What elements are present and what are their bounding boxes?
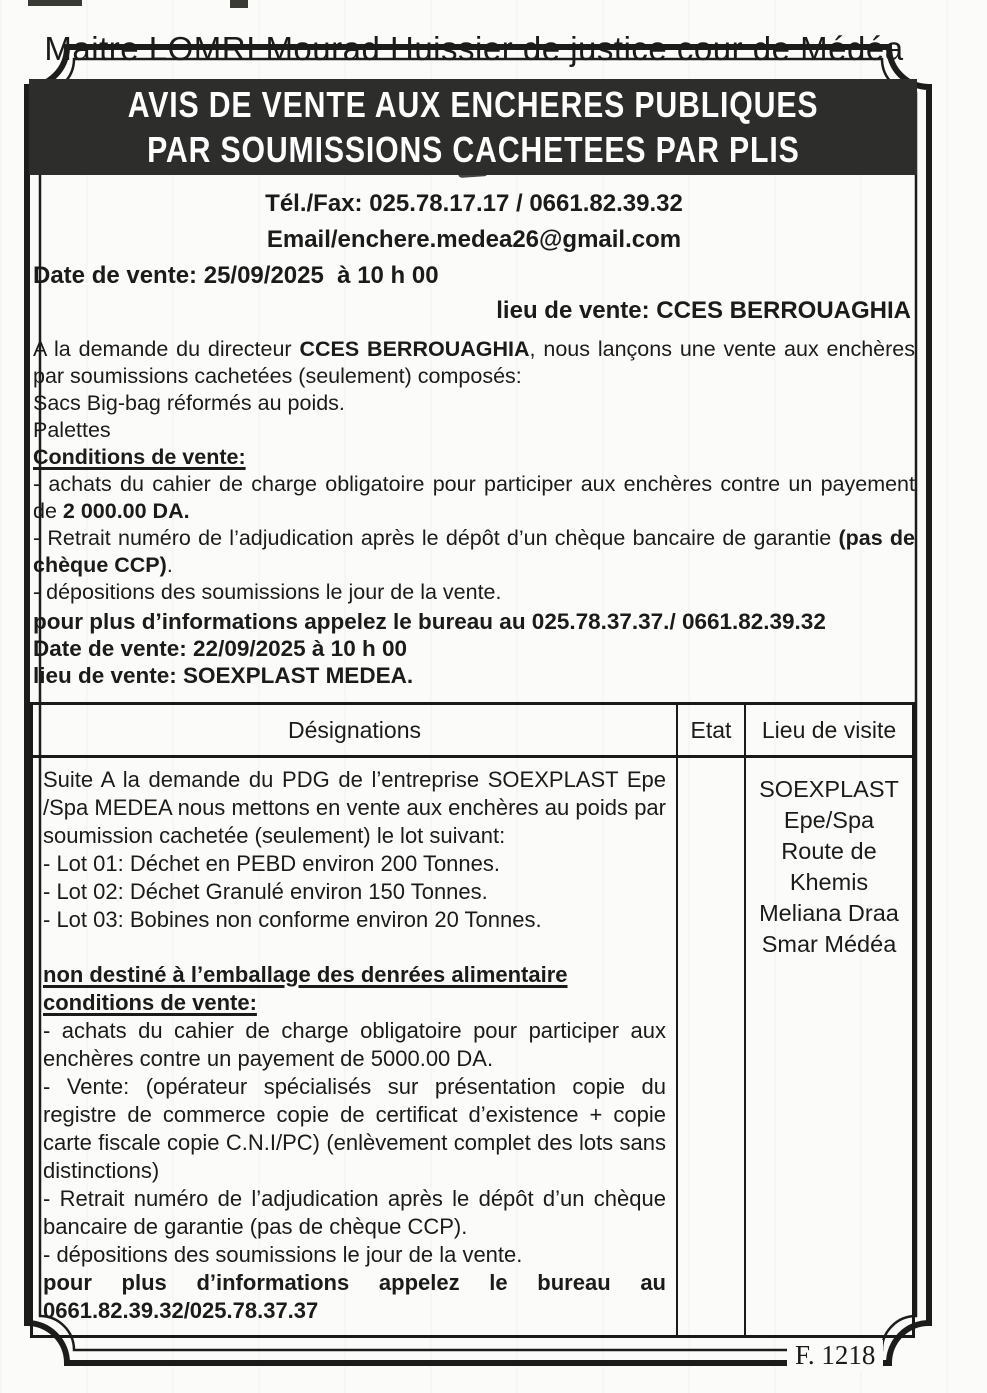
sale1-body [33,336,915,606]
sale2-location-line: lieu de vente: SOEXPLAST MEDEA. [33,663,414,688]
lot-3: - Lot 03: Bobines non conforme environ 20 Tonnes. [43,907,542,932]
contact-block [33,186,915,258]
header-lieu-de-visite: Lieu de visite [761,716,897,743]
spacer [43,934,666,961]
header-etat: Etat [678,705,746,755]
banner-line-2: PAR SOUMISSIONS CACHETEES PAR PLIS [146,129,800,170]
table-condition-3: - Retrait numéro de l’adjudication après le dépôt d’un chèque bancaire de garantie (pas de chèque CCP). [43,1186,666,1239]
sale1-date-line: Date de vente: 25/09/2025 à 10 h 00 [33,262,439,289]
designations-intro: Suite A la demande du PDG de l’entreprise SOEXPLAST Epe /Spa MEDEA nous mettons en vente aux enchères au poids par soumission cachetée (seulement) le lot suivant: [43,767,666,848]
table-condition-1: - achats du cahier de charge obligatoire pour participer aux enchères contre un payement de 5000.00 DA. [43,1018,666,1071]
sale2-date-line: Date de vente: 22/09/2025 à 10 h 00 [33,636,407,661]
email-line: Email/enchere.medea26@gmail.com [266,226,682,253]
sale1-location-line: lieu de vente: CCES BERROUAGHIA [496,297,911,324]
notice-banner [29,79,917,175]
sale2-info-block [33,608,915,689]
designations-cell [33,758,678,1335]
sale1-condition-3: - dépositions des soumissions le jour de la vente. [33,580,502,604]
lot-1: - Lot 01: Déchet en PEBD environ 200 Tonnes. [43,851,500,876]
sale1-condition-2: - Retrait numéro de l’adjudication après le dépôt d’un chèque bancaire de garantie (pas de chèque CCP). [33,526,915,577]
sale1-intro: A la demande du directeur CCES BERROUAGHIA, nous lançons une vente aux enchères par soumissions cachetées (seulement) composés: [33,337,916,388]
table-condition-2: - Vente: (opérateur spécialisés sur présentation copie du registre de commerce copie de certificat d’existence + copie carte fiscale copie C.N.I/PC) (enlèvement complet des lots sans distinctions) [43,1074,666,1183]
sale1-conditions-heading: Conditions de vente: [33,445,246,469]
sale1-condition-1: - achats du cahier de charge obligatoire pour participer aux enchères contre un payement de 2 000.00 DA. [33,472,915,523]
lieu-line: Epe/Spa [783,807,875,833]
lieu-line: Meliana Draa [759,900,899,926]
lot-2: - Lot 02: Déchet Granulé environ 150 Tonnes. [43,879,488,904]
form-number: F. 1218 [787,1340,883,1371]
etat-cell [678,758,746,1335]
table-header-row [33,705,912,758]
lieu-line: SOEXPLAST [759,776,899,802]
lieu-line: Route de [781,838,877,864]
table-condition-4: - dépositions des soumissions le jour de la vente. [43,1242,523,1267]
table-conditions-heading: conditions de vente: [43,990,257,1015]
sale1-item-1: Sacs Big-bag réformés au poids. [33,391,345,415]
lieu-de-visite-cell [746,758,912,1335]
table-info-line-2: 0661.82.39.32/025.78.37.37 [43,1298,319,1323]
lots-table [30,702,915,1338]
sale1-item-2: Palettes [33,418,111,442]
lieu-line: Khemis [789,869,869,895]
table-info-line-1: pour plus d’informations appelez le bureau au [43,1270,666,1295]
page-title: Maitre LOMRI Mourad Huissier de justice cour de Médéa [44,30,904,67]
banner-line-1: AVIS DE VENTE AUX ENCHERES PUBLIQUES [127,84,819,125]
lieu-line: Smar Médéa [761,931,897,957]
header-designations: Désignations [33,705,678,755]
tel-fax-line: Tél./Fax: 025.78.17.17 / 0661.82.39.32 [265,190,683,217]
sale1-info-line: pour plus d’informations appelez le bureau au 025.78.37.37./ 0661.82.39.32 [33,609,826,634]
note-heading: non destiné à l’emballage des denrées alimentaire [43,962,568,987]
table-body-row [33,758,912,1335]
